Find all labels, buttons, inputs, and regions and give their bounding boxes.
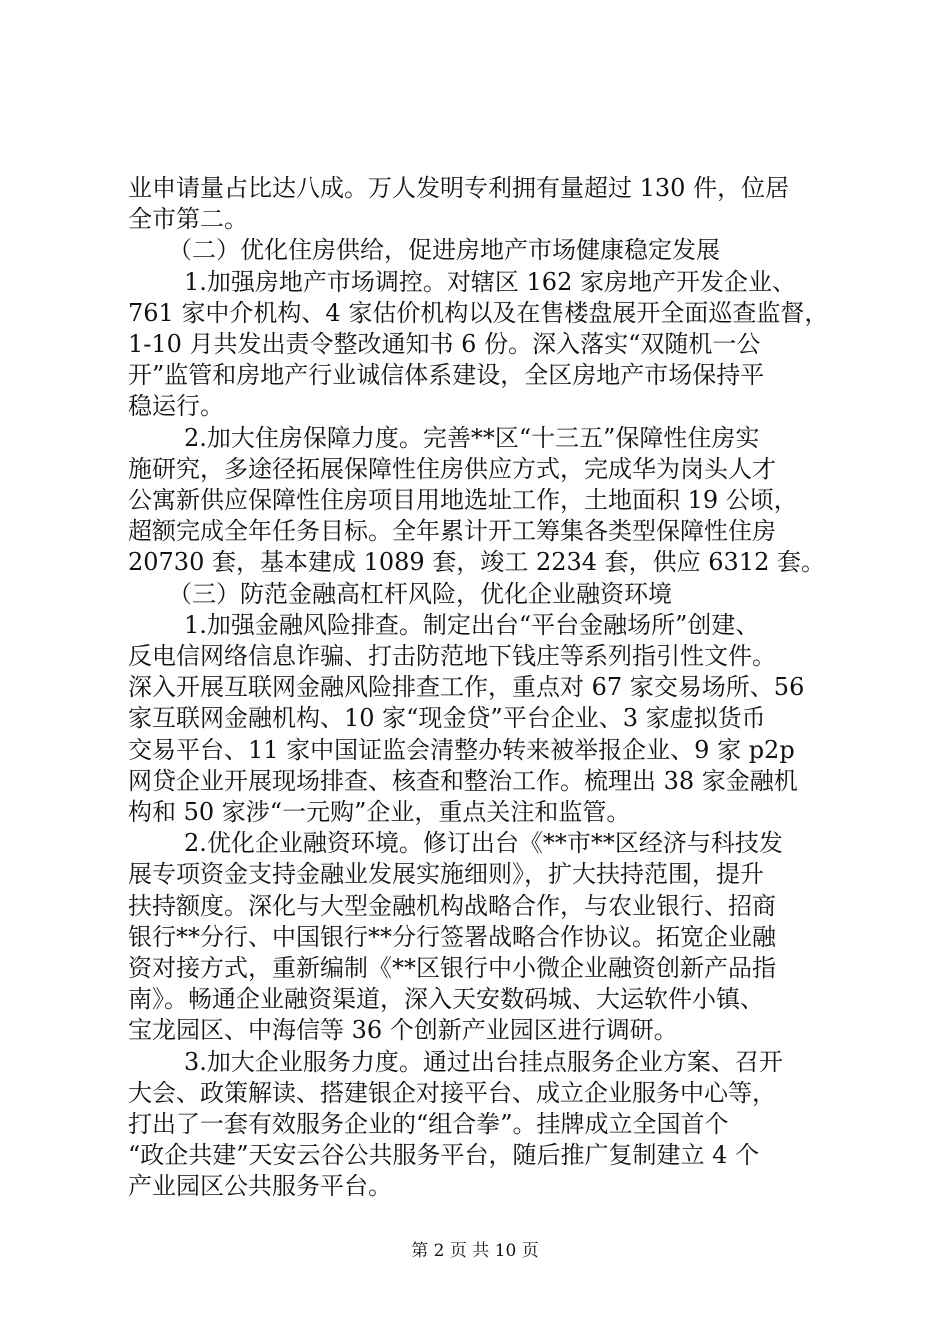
section-heading: （二）优化住房供给，促进房地产市场健康稳定发展 [168, 236, 720, 265]
paragraph-line: 大会、政策解读、搭建银企对接平台、成立企业服务中心等， [128, 1078, 776, 1107]
paragraph-line: 网贷企业开展现场排查、核查和整治工作。梳理出 38 家金融机 [128, 766, 798, 795]
paragraph-line: “政企共建”天安云谷公共服务平台，随后推广复制建立 4 个 [128, 1141, 760, 1170]
paragraph-line: 稳运行。 [128, 392, 224, 421]
paragraph-line: 开”监管和房地产行业诚信体系建设，全区房地产市场保持平 [128, 361, 765, 390]
paragraph-line: 产业园区公共服务平台。 [128, 1172, 392, 1201]
paragraph-line: 1.加强房地产市场调控。对辖区 162 家房地产开发企业、 [184, 267, 796, 296]
paragraph-line: 深入开展互联网金融风险排查工作，重点对 67 家交易场所、56 [128, 673, 805, 702]
paragraph-line: 构和 50 家涉“一元购”企业，重点关注和监管。 [128, 798, 631, 826]
paragraph-line: 南》。畅通企业融资渠道，深入天安数码城、大运软件小镇、 [128, 985, 764, 1014]
section-heading: （三）防范金融高杠杆风险，优化企业融资环境 [168, 579, 672, 608]
paragraph-line: 1-10 月共发出责令整改通知书 6 份。深入落实“双随机一公 [128, 330, 761, 358]
paragraph-line: 761 家中介机构、4 家估价机构以及在售楼盘展开全面巡查监督， [128, 298, 829, 327]
paragraph-line: 家互联网金融机构、10 家“现金贷”平台企业、3 家虚拟货币 [128, 704, 766, 733]
paragraph-line: 业申请量占比达八成。万人发明专利拥有量超过 130 件，位居 [128, 174, 790, 202]
paragraph-line: 3.加大企业服务力度。通过出台挂点服务企业方案、召开 [184, 1047, 783, 1076]
paragraph-line: 展专项资金支持金融业发展实施细则》，扩大扶持范围，提升 [128, 860, 764, 889]
paragraph-line: 2.加大住房保障力度。完善**区“十三五”保障性住房实 [184, 423, 760, 452]
paragraph-line: 宝龙园区、中海信等 36 个创新产业园区进行调研。 [128, 1016, 678, 1045]
paragraph-line: 1.加强金融风险排查。制定出台“平台金融场所”创建、 [184, 610, 760, 639]
paragraph-line: 反电信网络信息诈骗、打击防范地下钱庄等系列指引性文件。 [128, 642, 776, 670]
paragraph-line: 公寓新供应保障性住房项目用地选址工作，土地面积 19 公顷， [128, 486, 798, 514]
paragraph-line: 施研究，多途径拓展保障性住房供应方式，完成华为岗头人才 [128, 454, 776, 483]
paragraph-line: 20730 套，基本建成 1089 套，竣工 2234 套，供应 6312 套。 [128, 548, 825, 577]
paragraph-line: 资对接方式，重新编制《**区银行中小微企业融资创新产品指 [128, 954, 776, 982]
paragraph-line: 银行**分行、中国银行**分行签署战略合作协议。拓宽企业融 [128, 922, 776, 951]
paragraph-line: 全市第二。 [128, 205, 248, 234]
page-number-footer: 第 2 页 共 10 页 [411, 1241, 539, 1261]
paragraph-line: 扶持额度。深化与大型金融机构战略合作，与农业银行、招商 [128, 891, 776, 920]
paragraph-line: 交易平台、11 家中国证监会清整办转来被举报企业、9 家 p2p [128, 735, 795, 764]
paragraph-line: 超额完成全年任务目标。全年累计开工筹集各类型保障性住房 [128, 517, 776, 546]
paragraph-line: 打出了一套有效服务企业的“组合拳”。挂牌成立全国首个 [128, 1110, 729, 1138]
paragraph-line: 2.优化企业融资环境。修订出台《**市**区经济与科技发 [184, 829, 783, 858]
